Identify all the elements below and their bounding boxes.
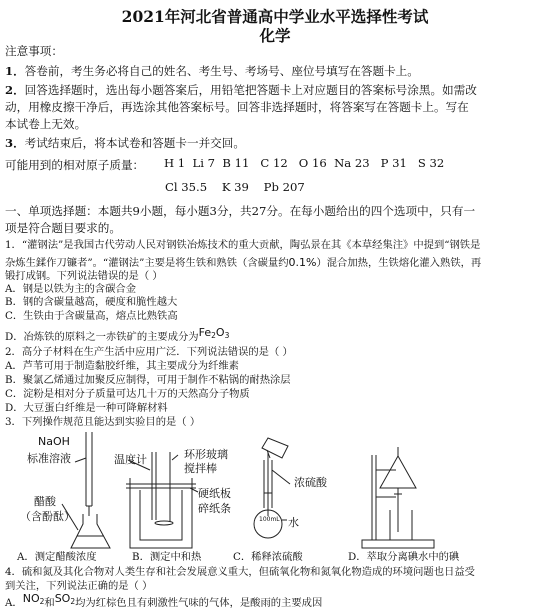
q2-option-c: C．淀粉是相对分子质量可达几十万的天然高分子物质 <box>5 388 250 400</box>
note-2-line-3: 本试卷上无效。 <box>5 117 87 131</box>
q1-line-2-a: 杂炼生鍒作刀镰者”。“灌钢法”主要是将生铁和熟铁（含碳量约 <box>5 257 289 269</box>
separatory-funnel-icon <box>380 447 416 532</box>
formula-so: SO <box>54 592 71 605</box>
atomic-mass-label: 可能用到的相对原子质量： <box>5 158 145 172</box>
formula-sub-2: 2 <box>211 331 216 340</box>
label-ring-stirrer-1: 环形玻璃 <box>184 448 228 461</box>
q2-stem: 2．高分子材料在生产生活中应用广泛．下列说法错误的是（ ） <box>5 346 293 358</box>
q1-line-2-b: ）混合加热，生铁熔化灌入熟铁，再 <box>316 257 482 269</box>
label-concentrated-sulfuric-acid: 浓硫酸 <box>294 476 327 489</box>
q4-option-a <box>5 592 323 612</box>
caption-c: C．稀释浓硫酸 <box>233 551 303 563</box>
note-2-text-a: 回答选择题时，选出每小题答案后，用铅笔把答题卡上对应题目的答案标号涂黑。如需改 <box>24 83 477 97</box>
q1-option-a: A．钢是以铁为主的含碳合金 <box>5 283 136 295</box>
atomic-mass-line-1: H 1 Li 7 B 11 C 12 O 16 Na 23 P 31 S 32 <box>164 156 445 170</box>
note-3-text: 考试结束后，将本试卷和答题卡一并交回。 <box>24 136 245 150</box>
exam-title: 2021年河北省普通高中学业水平选择性考试 <box>121 7 429 26</box>
label-flask-volume: 100mL <box>259 516 280 523</box>
label-naoh: NaOH <box>38 435 70 448</box>
q3-stem: 3．下列操作规范且能达到实验目的是（ ） <box>5 416 201 428</box>
q2-option-a: A．芦苇可用于制造黏胶纤维，其主要成分为纤维素 <box>5 360 239 372</box>
formula-no2-sub: 2 <box>39 597 45 606</box>
formula-so2 <box>55 592 75 605</box>
note-3-number: 3． <box>5 136 25 150</box>
label-thermometer: 温度计 <box>114 453 147 466</box>
exam-subject: 化学 <box>259 26 291 45</box>
formula-no2 <box>23 592 45 605</box>
label-paper-shreds: 碎纸条 <box>198 502 231 515</box>
q4-option-a-text: 均为红棕色且有刺激性气味的气体，是酸雨的主要成因 <box>75 597 323 609</box>
formula-o: O <box>215 326 225 339</box>
caption-b: B．测定中和热 <box>132 551 202 563</box>
formula-fe: Fe <box>198 326 212 339</box>
label-with-phenolphthalein: （含酚酞） <box>20 510 75 523</box>
q1-option-d-text: D．冶炼铁的原料之一赤铁矿的主要成分为 <box>5 331 199 343</box>
label-ring-stirrer-2: 搅拌棒 <box>184 462 217 475</box>
note-1-text: 答卷前，考生务必将自己的姓名、考生号、考场号、座位号填写在答题卡上。 <box>24 64 419 78</box>
caption-a: A．测定醋酸浓度 <box>17 551 97 563</box>
formula-so2-sub: 2 <box>70 597 76 606</box>
q4-line-2: 到关注，下列说法正确的是（ ） <box>5 580 153 592</box>
q4-option-a-label: A． <box>5 597 23 609</box>
collecting-beaker-icon <box>390 510 412 540</box>
label-acetic-acid: 醋酸 <box>34 495 56 508</box>
note-1-number: 1． <box>5 64 25 78</box>
label-standard-solution: 标准溶液 <box>27 452 71 465</box>
label-cardboard: 硬纸板 <box>198 487 231 500</box>
section-1-intro-a: 一、单项选择题：本题共9小题，每小题3分，共27分。在每小题给出的四个选项中，只有一 <box>5 204 476 218</box>
q2-option-d: D．大豆蛋白纤维是一种可降解材料 <box>5 402 168 414</box>
atomic-mass-line-2: Cl 35.5 K 39 Pb 207 <box>165 180 305 194</box>
q1-option-c: C．生铁由于含碳量高，熔点比熟铁高 <box>5 310 178 322</box>
notes-heading: 注意事项： <box>5 44 63 58</box>
note-2-line-2: 动，用橡皮擦干净后，再选涂其他答案标号。回答非选择题时，将答案写在答题卡上。写在 <box>5 100 469 114</box>
q1-carbon-percent: 0.1% <box>288 256 317 269</box>
caption-d: D．萃取分离碘水中的碘 <box>348 551 460 563</box>
q4-line-1: 4．硫和氮及其化合物对人类生存和社会发展意义重大，但硫氧化物和氮氧化物造成的环境问题也日益受 <box>5 566 475 578</box>
label-water: 水 <box>288 516 299 529</box>
q2-option-b: B．聚氯乙烯通过加聚反应制得，可用于制作不粘锅的耐热涂层 <box>5 374 291 386</box>
section-1-intro-b: 项是符合题目要求的。 <box>5 221 121 235</box>
q1-option-b: B．钢的含碳量越高，硬度和脆性越大 <box>5 296 178 308</box>
formula-sub-3: 3 <box>224 331 230 340</box>
q1-line-3: 锻打成钢。下列说法错误的是（ ） <box>5 270 163 282</box>
q1-line-1: 1．“灌钢法”是我国古代劳动人民对钢铁冶炼技术的重大贡献，陶弘景在其《本草经集注》中提到“钢铁是 <box>5 239 481 251</box>
q4-option-a-and: 和 <box>44 597 55 609</box>
formula-no: NO <box>22 592 40 605</box>
note-2-number: 2． <box>5 83 25 97</box>
